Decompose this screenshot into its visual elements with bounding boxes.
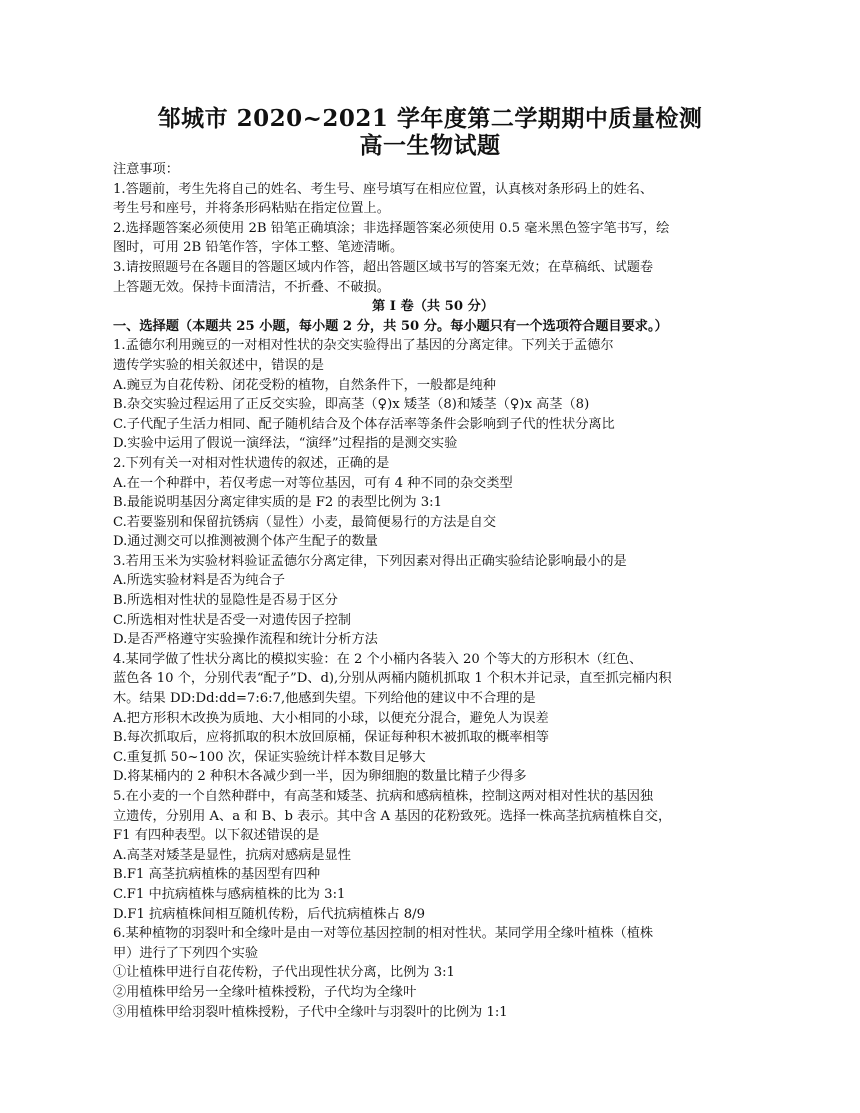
notice-line: 2.选择题答案必须使用 2B 铅笔正确填涂；非选择题答案必须使用 0.5 毫米黑色签字笔书写，绘	[113, 220, 670, 236]
question-line: B.杂交实验过程运用了正反交实验，即高茎（♀)x 矮茎（8)和矮茎（♀)x 高茎（8)	[113, 397, 590, 413]
notice-line: 图时，可用 2B 铅笔作答，字体工整、笔迹清晰。	[113, 240, 404, 256]
question-line: B.F1 高茎抗病植株的基因型有四种	[113, 867, 321, 883]
question-line: 立遗传，分别用 A、a 和 B、b 表示。其中含 A 基因的花粉致死。选择一株高茎抗病植株自交，	[113, 808, 672, 824]
page-subtitle: 高一生物试题	[359, 132, 501, 159]
question-line: D.是否严格遵守实验操作流程和统计分析方法	[113, 632, 378, 648]
question-line: A.高茎对矮茎是显性，抗病对感病是显性	[113, 847, 351, 863]
question-line: A.把方形积木改换为质地、大小相同的小球，以便充分混合，避免人为误差	[113, 710, 549, 726]
question-line: 2.下列有关一对相对性状遗传的叙述，正确的是	[113, 455, 390, 471]
question-line: D.F1 抗病植株间相互随机传粉，后代抗病植株占 8/9	[113, 906, 426, 922]
question-line: B.每次抓取后，应将抓取的积木放回原桶，保证每种积木被抓取的概率相等	[113, 730, 549, 746]
section-heading: 一、选择题（本题共 25 小题，每小题 2 分，共 50 分。每小题只有一个选项符合题目要求。）	[113, 318, 668, 334]
question-line: A.所选实验材料是否为纯合子	[113, 573, 285, 589]
question-line: C.F1 中抗病植株与感病植株的比为 3:1	[113, 886, 346, 902]
exam-content	[113, 160, 753, 1022]
question-line: D.通过测交可以推测被测个体产生配子的数量	[113, 534, 378, 550]
question-line: A.豌豆为自花传粉、闭花受粉的植物，自然条件下，一般都是纯种	[113, 377, 496, 393]
question-line: C.所选相对性状是否受一对遗传因子控制	[113, 612, 351, 628]
volume-heading: 第 I 卷（共 50 分）	[371, 299, 494, 315]
notice-line: 3.请按照题号在各题目的答题区域内作答，超出答题区域书写的答案无效；在草稿纸、试题卷	[113, 259, 654, 275]
question-line: 木。结果 DD:Dd:dd=7:6:7,他感到失望。下列给他的建议中不合理的是	[113, 691, 536, 707]
question-line: ②用植株甲给另一全缘叶植株授粉，子代均为全缘叶	[113, 984, 417, 1000]
question-line: 1.孟德尔利用豌豆的一对相对性状的杂交实验得出了基因的分离定律。下列关于孟德尔	[113, 338, 614, 354]
question-line: ①让植株甲进行自花传粉，子代出现性状分离，比例为 3:1	[113, 965, 455, 981]
question-line: 4.某同学做了性状分离比的模拟实验：在 2 个小桶内各装入 20 个等大的方形积木（红色、	[113, 651, 643, 667]
question-line: B.最能说明基因分离定律实质的是 F2 的表型比例为 3:1	[113, 495, 442, 511]
question-line: F1 有四种表型。以下叙述错误的是	[113, 828, 320, 844]
notice-line: 1.答题前，考生先将自己的姓名、考生号、座号填写在相应位置，认真核对条形码上的姓名、	[113, 181, 654, 197]
question-line: 6.某种植物的羽裂叶和全缘叶是由一对等位基因控制的相对性状。某同学用全缘叶植株（植株	[113, 926, 654, 942]
notice-line: 考生号和座号，并将条形码粘贴在指定位置上。	[113, 201, 390, 217]
question-line: C.重复抓 50~100 次，保证实验统计样本数目足够大	[113, 749, 426, 765]
question-line: A.在一个种群中，若仅考虑一对等位基因，可有 4 种不同的杂交类型	[113, 475, 513, 491]
question-line: ③用植株甲给羽裂叶植株授粉，子代中全缘叶与羽裂叶的比例为 1:1	[113, 1004, 508, 1020]
question-line: B.所选相对性状的显隐性是否易于区分	[113, 593, 338, 609]
question-line: 甲）进行了下列四个实验	[113, 945, 259, 961]
question-line: D.将某桶内的 2 种积木各减少到一半，因为卵细胞的数量比精子少得多	[113, 769, 527, 785]
notice-heading: 注意事项：	[113, 162, 179, 177]
question-line: C.子代配子生活力相同、配子随机结合及个体存活率等条件会影响到子代的性状分离比	[113, 416, 615, 432]
question-line: 蓝色各 10 个，分别代表“配子”D、d),分别从两桶内随机抓取 1 个积木并记录，直至抓完桶内积	[113, 671, 672, 687]
question-line: 遗传学实验的相关叙述中，错误的是	[113, 357, 324, 373]
question-line: D.实验中运用了假说一演绎法，“演绎”过程指的是测交实验	[113, 436, 458, 452]
page-title: 邹城市 2020~2021 学年度第二学期期中质量检测	[157, 105, 703, 132]
notice-line: 上答题无效。保持卡面清洁，不折叠、不破损。	[113, 279, 390, 295]
question-line: C.若要鉴别和保留抗锈病（显性）小麦，最简便易行的方法是自交	[113, 514, 497, 530]
question-line: 3.若用玉米为实验材料验证孟德尔分离定律，下列因素对得出正确实验结论影响最小的是	[113, 553, 627, 569]
question-line: 5.在小麦的一个自然种群中，有高茎和矮茎、抗病和感病植株，控制这两对相对性状的基因独	[113, 789, 654, 804]
